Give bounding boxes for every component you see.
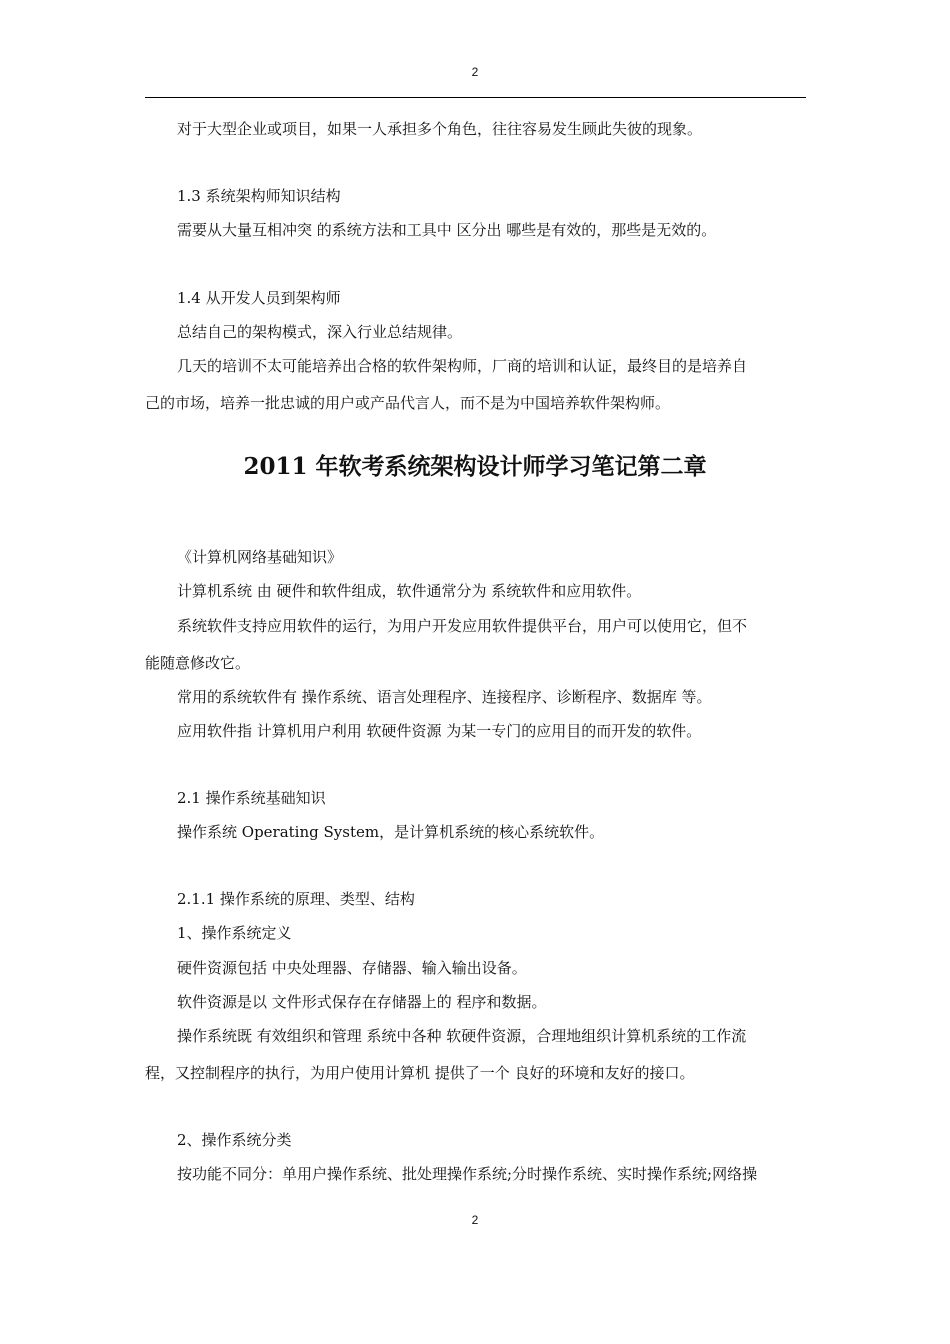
paragraph-common-software: 常用的系统软件有 操作系统、语言处理程序、连接程序、诊断程序、数据库 等。 [177, 688, 712, 706]
heading-2-1: 2.1 操作系统基础知识 [177, 789, 326, 807]
header-page-number: 2 [471, 65, 479, 79]
list-item-os-definition: 1、操作系统定义 [177, 924, 292, 942]
paragraph-training-line2: 己的市场，培养一批忠诚的用户或产品代言人，而不是为中国培养软件架构师。 [145, 394, 671, 412]
heading-1-4: 1.4 从开发人员到架构师 [177, 289, 341, 307]
paragraph-training-line1: 几天的培训不太可能培养出合格的软件架构师，厂商的培训和认证，最终目的是培养自 [177, 357, 748, 375]
paragraph-os-role-line2: 程，又控制程序的执行，为用户使用计算机 提供了一个 良好的环境和友好的接口。 [145, 1064, 695, 1082]
heading-2-1-1: 2.1.1 操作系统的原理、类型、结构 [177, 890, 415, 908]
paragraph-system-software-line2: 能随意修改它。 [145, 654, 251, 672]
footer-page-number: 2 [471, 1213, 479, 1227]
chapter-title: 2011 年软考系统架构设计师学习笔记第二章 [243, 453, 707, 480]
paragraph-summary: 总结自己的架构模式，深入行业总结规律。 [177, 323, 463, 341]
header-divider [145, 97, 806, 98]
paragraph-os-role-line1: 操作系统既 有效组织和管理 系统中各种 软硬件资源，合理地组织计算机系统的工作流 [177, 1027, 747, 1045]
paragraph-hardware-resources: 硬件资源包括 中央处理器、存储器、输入输出设备。 [177, 959, 527, 977]
paragraph-methods: 需要从大量互相冲突 的系统方法和工具中 区分出 哪些是有效的，那些是无效的。 [177, 221, 717, 239]
paragraph-os-types: 按功能不同分：单用户操作系统、批处理操作系统;分时操作系统、实时操作系统;网络操 [177, 1165, 758, 1183]
book-title: 《计算机网络基础知识》 [177, 548, 343, 566]
paragraph-computer-system: 计算机系统 由 硬件和软件组成，软件通常分为 系统软件和应用软件。 [177, 582, 642, 600]
paragraph-operating-system: 操作系统 Operating System，是计算机系统的核心系统软件。 [177, 823, 605, 841]
paragraph-system-software-line1: 系统软件支持应用软件的运行，为用户开发应用软件提供平台，用户可以使用它，但不 [177, 617, 748, 635]
list-item-os-classification: 2、操作系统分类 [177, 1131, 292, 1149]
heading-1-3: 1.3 系统架构师知识结构 [177, 187, 341, 205]
paragraph-role-conflict: 对于大型企业或项目，如果一人承担多个角色，往往容易发生顾此失彼的现象。 [177, 120, 703, 138]
paragraph-application-software: 应用软件指 计算机用户利用 软硬件资源 为某一专门的应用目的而开发的软件。 [177, 722, 702, 740]
paragraph-software-resources: 软件资源是以 文件形式保存在存储器上的 程序和数据。 [177, 993, 547, 1011]
